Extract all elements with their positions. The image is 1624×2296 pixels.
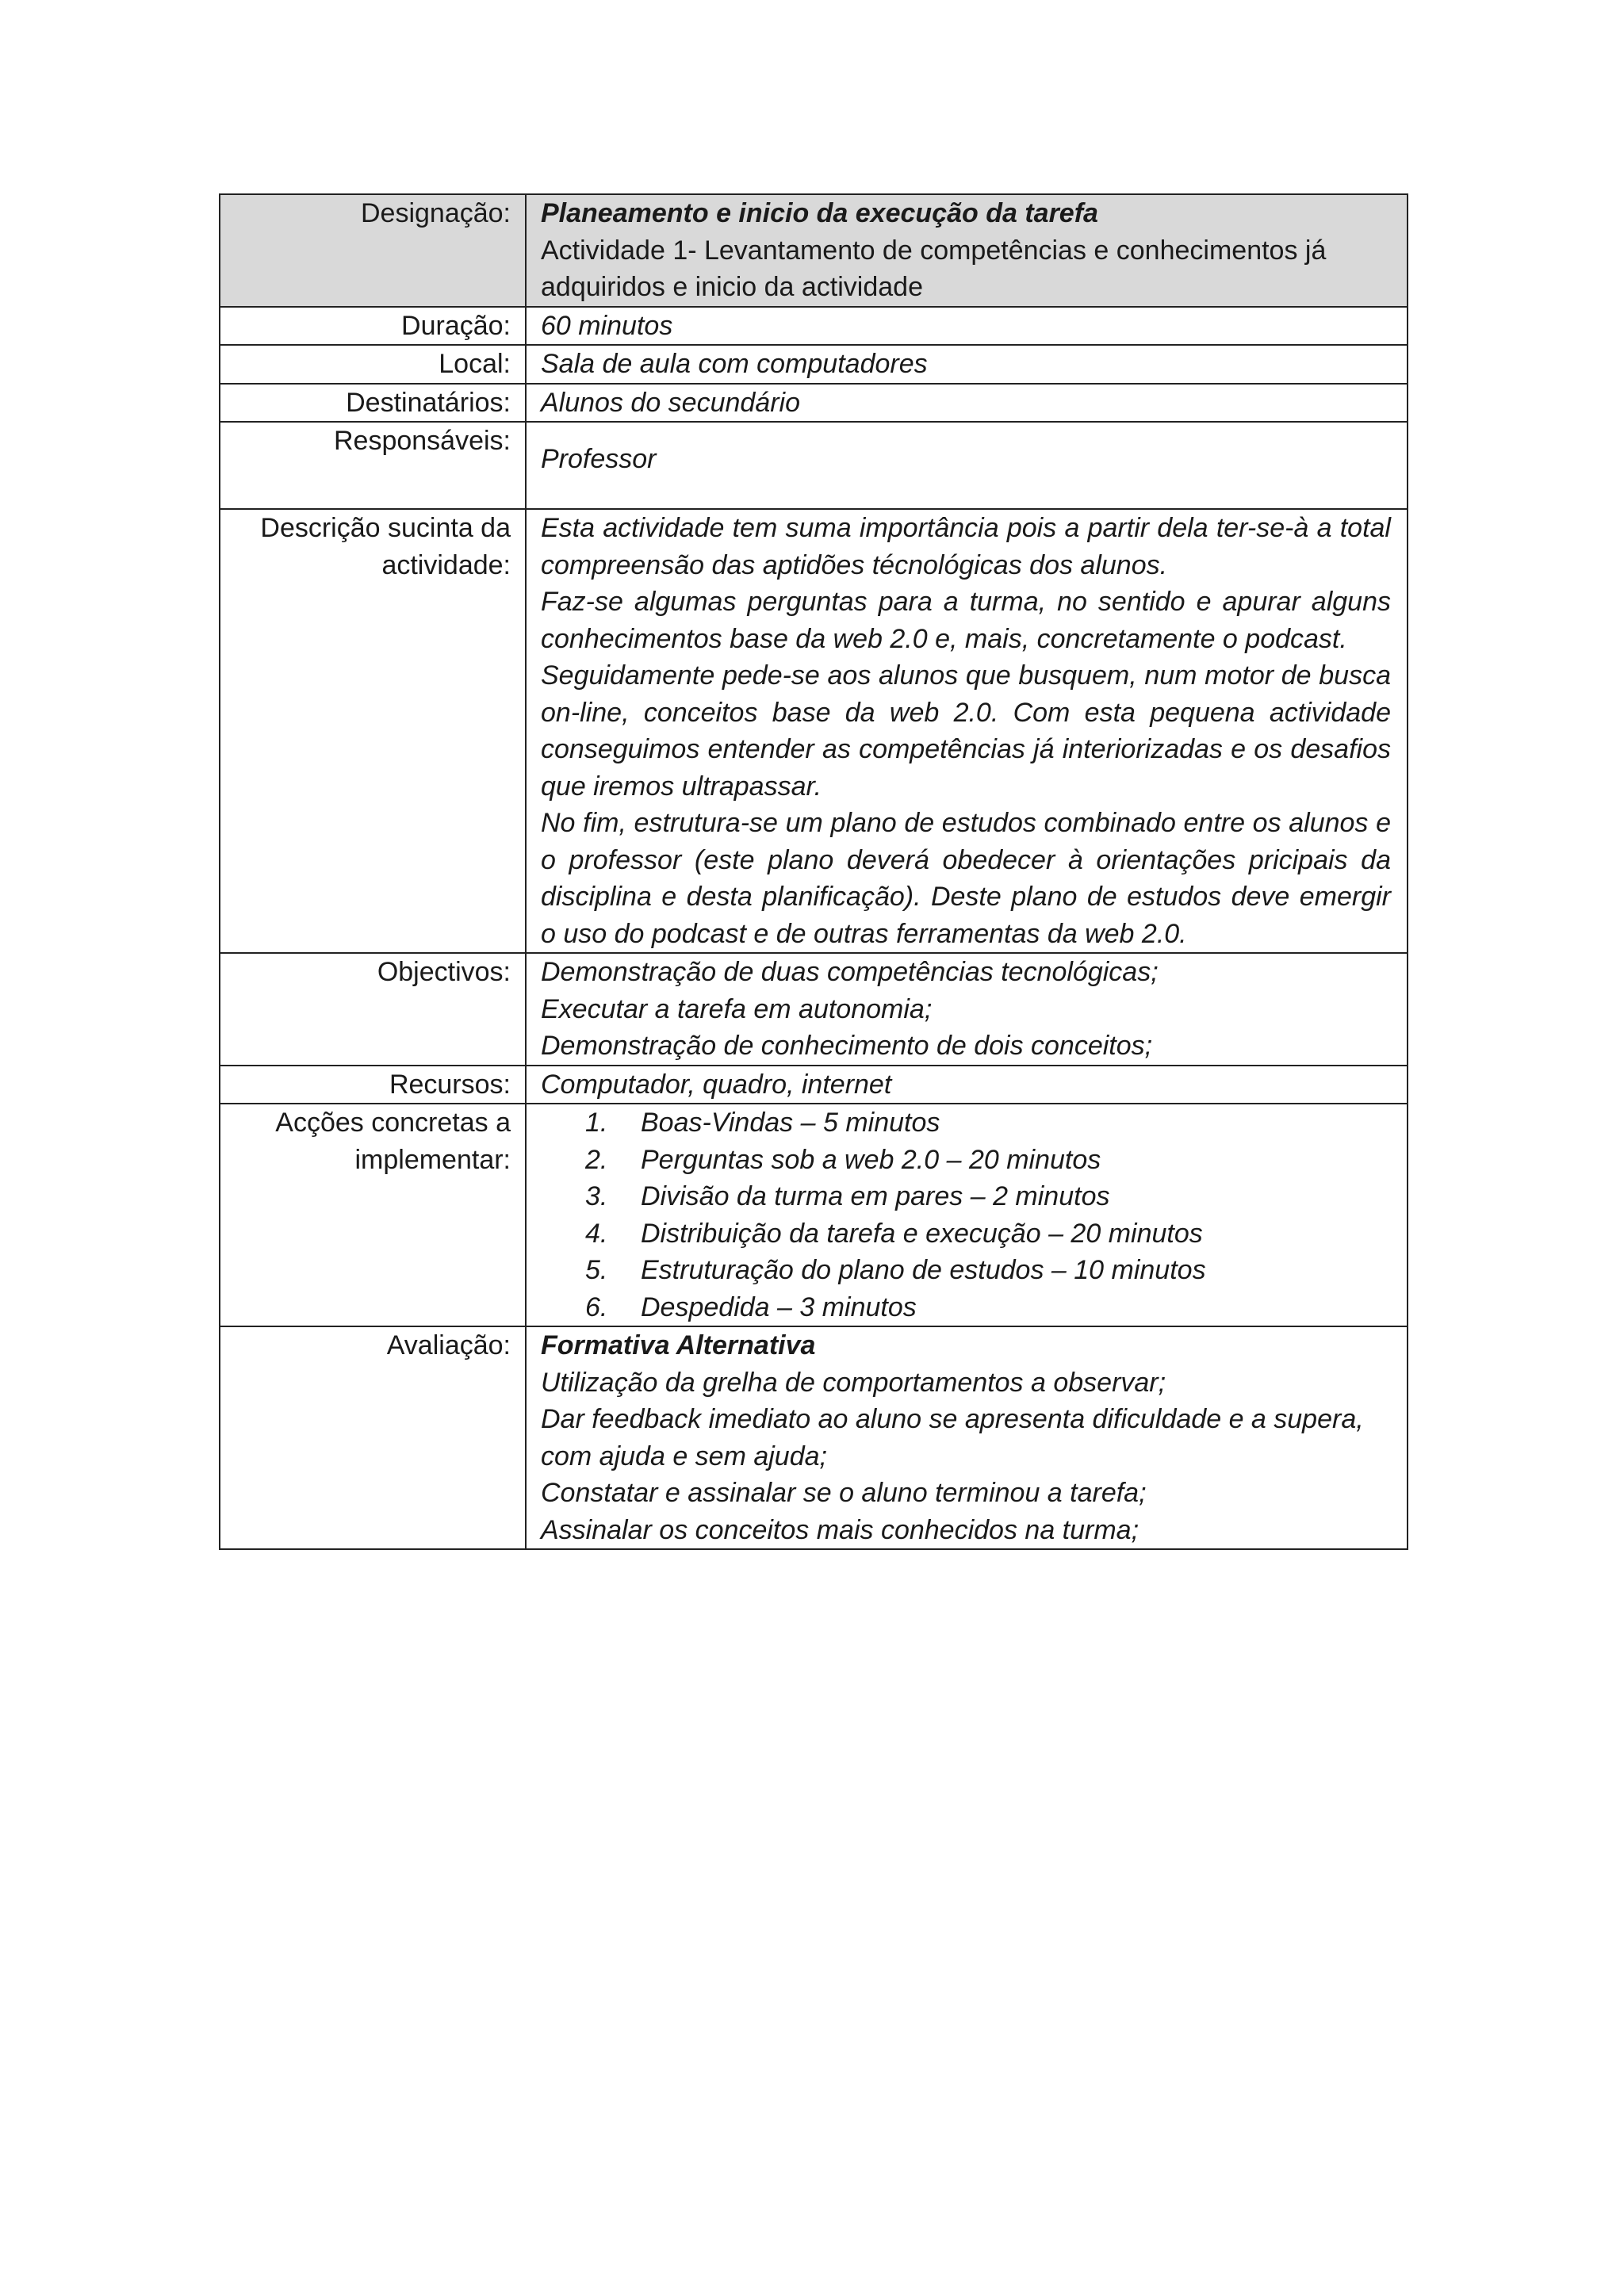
label-descricao-line-2: actividade: — [381, 549, 511, 580]
label-accoes — [220, 1104, 526, 1326]
objectivo-item: Demonstração de conhecimento de dois conceitos; — [541, 1031, 1153, 1061]
avaliacao-item: Dar feedback imediato ao aluno se apresenta dificuldade e a supera, com ajuda e sem ajuda; — [541, 1404, 1364, 1471]
responsaveis-text: Professor — [541, 444, 657, 474]
designacao-subtitle-line-1: Actividade 1- Levantamento de competências e conhecimentos já — [541, 235, 1327, 266]
avaliacao-item: Constatar e assinalar se o aluno terminou a tarefa; — [541, 1478, 1147, 1508]
step-item — [541, 1178, 1391, 1215]
designacao-subtitle-line-2: adquiridos e inicio da actividade — [541, 272, 923, 302]
value-designacao — [526, 194, 1408, 307]
row-avaliacao — [220, 1326, 1408, 1549]
step-number: 5. — [585, 1255, 608, 1285]
label-duracao: Duração: — [220, 307, 526, 346]
label-responsaveis: Responsáveis: — [220, 422, 526, 509]
avaliacao-item: Utilização da grelha de comportamentos a observar; — [541, 1367, 1166, 1398]
label-descricao — [220, 509, 526, 953]
descricao-paragraph: Esta actividade tem suma importância pois a partir dela ter-se-à a total compreensão das aptidões técnológicas dos alunos. — [541, 513, 1391, 580]
row-designacao — [220, 194, 1408, 307]
row-destinatarios — [220, 384, 1408, 423]
label-designacao: Designação: — [220, 194, 526, 307]
avaliacao-heading: Formativa Alternativa — [541, 1330, 816, 1360]
step-item — [541, 1252, 1391, 1289]
value-local: Sala de aula com computadores — [526, 345, 1408, 384]
step-text: Estruturação do plano de estudos – 10 minutos — [641, 1255, 1206, 1285]
row-descricao — [220, 509, 1408, 953]
value-destinatarios: Alunos do secundário — [526, 384, 1408, 423]
step-text: Distribuição da tarefa e execução – 20 minutos — [641, 1218, 1203, 1249]
value-responsaveis — [526, 422, 1408, 509]
row-responsaveis — [220, 422, 1408, 509]
value-accoes — [526, 1104, 1408, 1326]
label-accoes-line-1: Acções concretas a — [275, 1108, 511, 1138]
label-accoes-line-2: implementar: — [354, 1144, 511, 1175]
descricao-paragraph: No fim, estrutura-se um plano de estudos combinado entre os alunos e o professor (este plano deverá obedecer à orientações pricipais da disciplina e desta planificação). Deste plano de estudos deve emergir o uso do podcast e de outras ferramentas da web 2.0. — [541, 808, 1391, 949]
avaliacao-item: Assinalar os conceitos mais conhecidos na turma; — [541, 1514, 1139, 1545]
step-text: Perguntas sob a web 2.0 – 20 minutos — [641, 1144, 1101, 1175]
label-descricao-line-1: Descrição sucinta da — [260, 513, 511, 543]
descricao-paragraph: Seguidamente pede-se aos alunos que busquem, num motor de busca on-line, conceitos base da web 2.0. Com esta pequena actividade conseguimos entender as competências já interiorizadas e os desafios que iremos ultrapassar. — [541, 660, 1391, 802]
row-accoes — [220, 1104, 1408, 1326]
value-objectivos — [526, 953, 1408, 1066]
label-recursos: Recursos: — [220, 1066, 526, 1104]
designacao-title: Planeamento e inicio da execução da tarefa — [541, 198, 1098, 228]
step-number: 2. — [585, 1144, 608, 1175]
accoes-steps-list — [541, 1104, 1391, 1326]
activity-plan-table — [219, 193, 1408, 1550]
label-objectivos: Objectivos: — [220, 953, 526, 1066]
step-item — [541, 1289, 1391, 1326]
step-number: 1. — [585, 1108, 608, 1138]
step-item — [541, 1142, 1391, 1179]
row-local — [220, 345, 1408, 384]
value-recursos: Computador, quadro, internet — [526, 1066, 1408, 1104]
objectivo-item: Demonstração de duas competências tecnológicas; — [541, 957, 1159, 987]
label-local: Local: — [220, 345, 526, 384]
objectivo-item: Executar a tarefa em autonomia; — [541, 993, 933, 1024]
step-number: 4. — [585, 1218, 608, 1249]
step-text: Despedida – 3 minutos — [641, 1292, 917, 1322]
row-recursos — [220, 1066, 1408, 1104]
step-item — [541, 1104, 1391, 1142]
label-avaliacao: Avaliação: — [220, 1326, 526, 1549]
value-duracao: 60 minutos — [526, 307, 1408, 346]
label-destinatarios: Destinatários: — [220, 384, 526, 423]
row-objectivos — [220, 953, 1408, 1066]
descricao-paragraph: Faz-se algumas perguntas para a turma, no sentido e apurar alguns conhecimentos base da web 2.0 e, mais, concretamente o podcast. — [541, 587, 1391, 654]
value-descricao — [526, 509, 1408, 953]
row-duracao — [220, 307, 1408, 346]
step-text: Divisão da turma em pares – 2 minutos — [641, 1181, 1110, 1211]
step-number: 3. — [585, 1181, 608, 1211]
value-avaliacao — [526, 1326, 1408, 1549]
step-number: 6. — [585, 1292, 608, 1322]
step-item — [541, 1215, 1391, 1253]
step-text: Boas-Vindas – 5 minutos — [641, 1108, 940, 1138]
